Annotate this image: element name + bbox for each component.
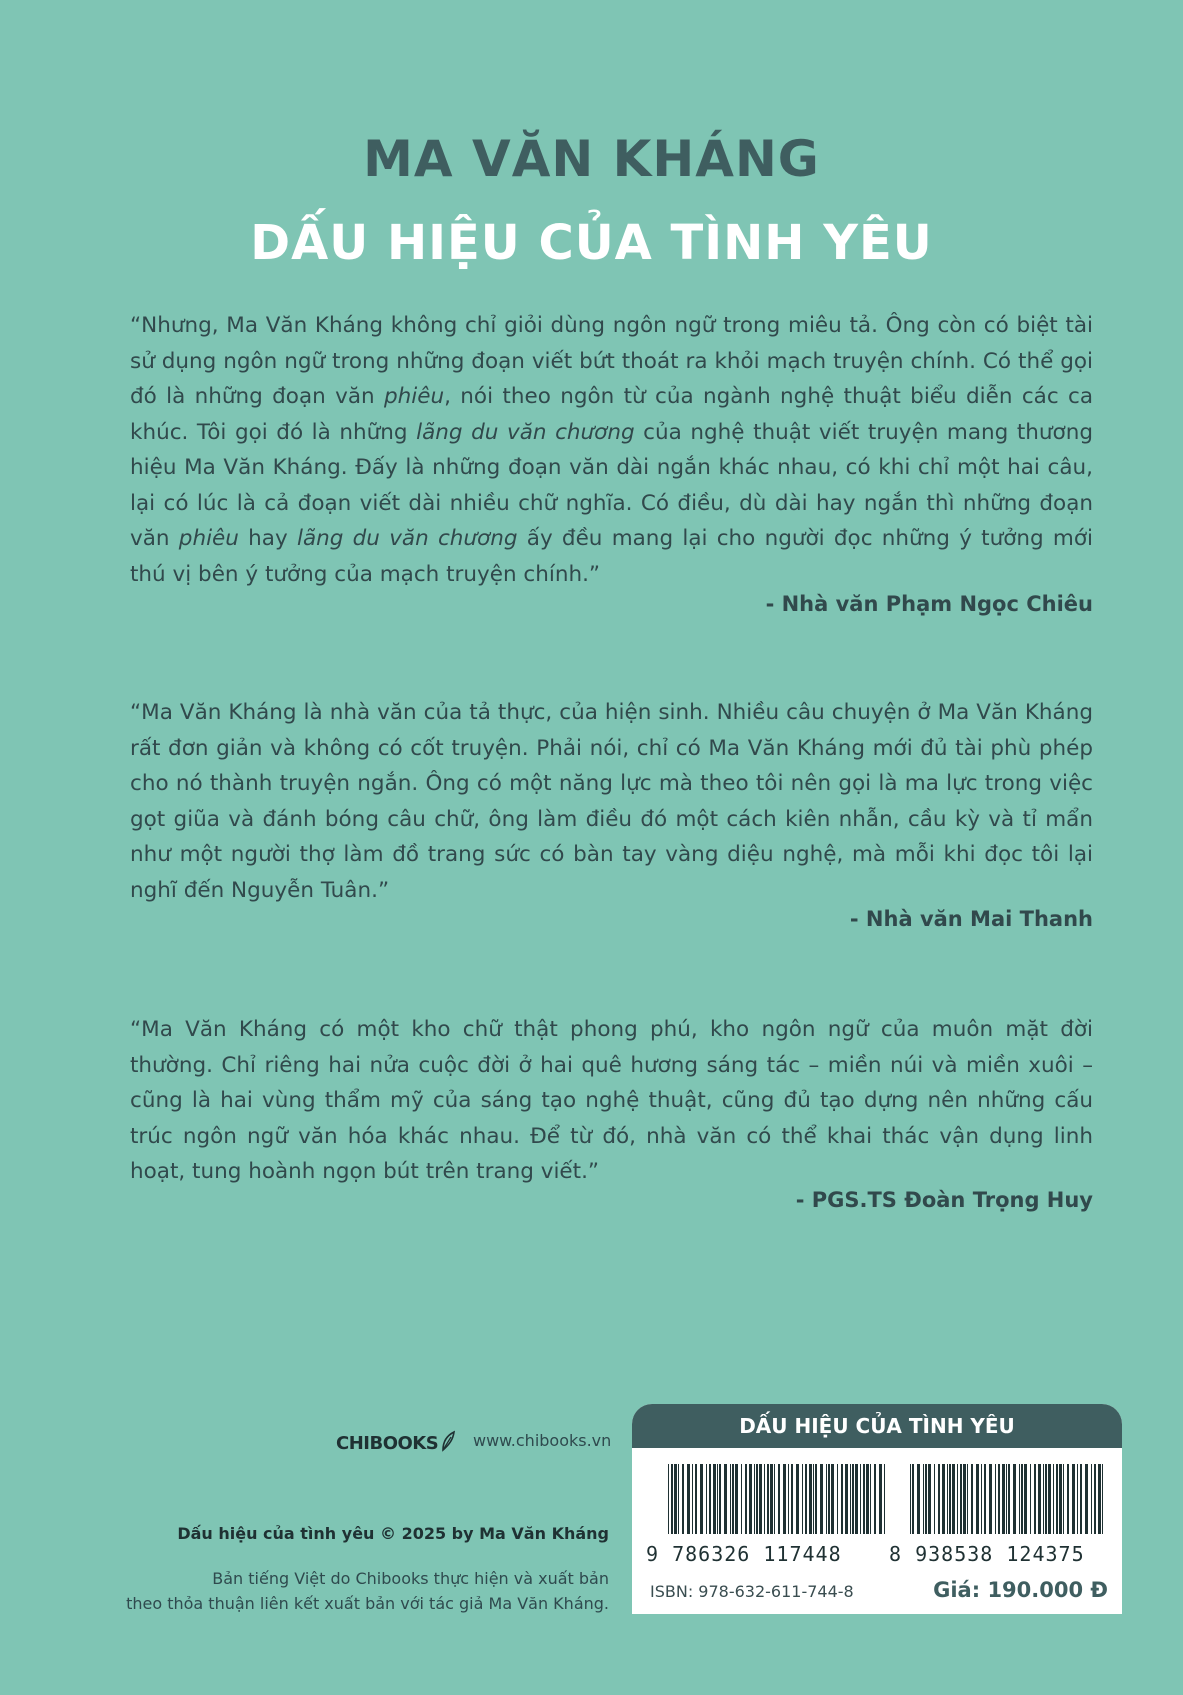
barcode-bar: [1034, 1464, 1036, 1534]
quote-text: [130, 695, 1093, 908]
copyright-line: Dấu hiệu của tình yêu © 2025 by Ma Văn Kháng: [177, 1524, 609, 1543]
barcode-bar: [788, 1464, 789, 1534]
quote-text: [130, 308, 1093, 592]
barcode-bar: [1080, 1464, 1082, 1534]
publishing-credit: [126, 1566, 609, 1616]
isbn-barcode-number: 9 786326 117448: [646, 1542, 842, 1566]
barcode-bar: [1059, 1464, 1062, 1534]
quote-segment: “Nhưng, Ma Văn Kháng không chỉ giỏi dùng ngôn ngữ trong miêu tả. Ông còn có biệt tài sử dụng ngôn ngữ trong những đoạn viết bứt thoát ra khỏi mạch truyện chính. Có thể gọi đó là những đoạn văn: [130, 313, 1093, 409]
barcode-bar: [852, 1464, 854, 1534]
barcode-bar: [706, 1464, 707, 1534]
quote-segment: , nói theo ngôn từ của ngành nghệ thuật biểu diễn các ca khúc. Tôi gọi đó là những: [130, 384, 1093, 445]
barcode-bar: [998, 1464, 1000, 1534]
barcode-bar: [1006, 1464, 1007, 1534]
barcode-bar: [917, 1464, 920, 1534]
barcode-bar: [1045, 1464, 1047, 1534]
quote-2-attribution: - Nhà văn Mai Thanh: [849, 907, 1093, 931]
barcode-bar: [879, 1464, 882, 1534]
ean-barcode: [910, 1464, 1106, 1534]
barcode-bar: [754, 1464, 755, 1534]
quote-text: [130, 1012, 1093, 1190]
barcode-bar: [770, 1464, 773, 1534]
barcode-bar: [1063, 1464, 1064, 1534]
credit-line-1: Bản tiếng Việt do Chibooks thực hiện và xuất bản: [212, 1569, 609, 1588]
barcode-bar: [981, 1464, 982, 1534]
barcode-bar: [910, 1464, 911, 1534]
barcode-bar: [828, 1464, 830, 1534]
barcode-bar: [884, 1464, 885, 1534]
leaf-icon: [440, 1430, 458, 1457]
barcode-bar: [709, 1464, 711, 1534]
barcode-bar: [925, 1464, 927, 1534]
author-name: MA VĂN KHÁNG: [363, 130, 820, 188]
barcode-bar: [717, 1464, 718, 1534]
quote-italic-term: phiêu: [178, 526, 239, 551]
book-title: DẤU HIỆU CỦA TÌNH YÊU: [250, 215, 933, 271]
barcode-bar: [1085, 1464, 1088, 1534]
barcode-bar: [957, 1464, 958, 1534]
barcode-bar: [860, 1464, 861, 1534]
barcode-bar: [1021, 1464, 1023, 1534]
ean-barcode-number: 8 938538 124375: [889, 1542, 1085, 1566]
barcode-bar: [732, 1464, 734, 1534]
quote-2: [130, 695, 1093, 908]
barcode-bar: [855, 1464, 858, 1534]
quote-segment: “Ma Văn Kháng là nhà văn của tả thực, của hiện sinh. Nhiều câu chuyện ở Ma Văn Kháng rất đơn giản và không có cốt truyện. Phải nói, chỉ có Ma Văn Kháng mới đủ tài phù phép cho nó thành truyện ngắn. Ông có một năng lực mà theo tôi nên gọi là ma lực trong việc gọt giũa và đánh bóng câu chữ, ông làm điều đó một cách kiên nhẫn, cầu kỳ và tỉ mẩn như một người thợ làm đồ trang sức có bàn tay vàng diệu nghệ, mà mỗi khi đọc tôi lại nghĩ đến Nguyễn Tuân.”: [130, 700, 1093, 903]
barcode-bar: [984, 1464, 986, 1534]
barcode-bar: [1048, 1464, 1051, 1534]
isbn-barcode-graphic: [668, 1464, 888, 1534]
quote-1-attribution: - Nhà văn Phạm Ngọc Chiêu: [765, 592, 1093, 616]
barcode-bar: [870, 1464, 871, 1534]
quote-segment: hay: [238, 526, 297, 551]
barcode-bar: [947, 1464, 948, 1534]
barcode-bar: [1030, 1464, 1031, 1534]
barcode-bar: [756, 1464, 758, 1534]
barcode-bar: [837, 1464, 838, 1534]
barcode-bar: [1102, 1464, 1103, 1534]
barcode-bar: [874, 1464, 876, 1534]
barcode-bar: [967, 1464, 968, 1534]
quote-3-attribution: - PGS.TS Đoàn Trọng Huy: [795, 1188, 1093, 1212]
barcode-bar: [809, 1464, 812, 1534]
barcode-bar: [928, 1464, 931, 1534]
barcode-bar: [774, 1464, 775, 1534]
quote-italic-term: phiêu: [384, 384, 445, 409]
barcode-bar: [741, 1464, 742, 1534]
barcode-bar: [783, 1464, 786, 1534]
barcode-bar: [678, 1464, 679, 1534]
isbn-text: ISBN: 978-632-611-744-8: [650, 1582, 854, 1601]
barcode-bar: [1067, 1464, 1069, 1534]
publisher-website[interactable]: www.chibooks.vn: [473, 1431, 612, 1450]
barcode-bar: [934, 1464, 935, 1534]
barcode-bar: [952, 1464, 955, 1534]
barcode-bar: [815, 1464, 817, 1534]
barcode-bar: [1038, 1464, 1041, 1534]
barcode-bar: [759, 1464, 762, 1534]
barcode-bar: [671, 1464, 673, 1534]
barcode-bar: [687, 1464, 690, 1534]
barcode-bar: [923, 1464, 924, 1534]
barcode-bar: [764, 1464, 765, 1534]
quote-3: [130, 1012, 1093, 1190]
barcode-bar: [989, 1464, 992, 1534]
barcode-bar: [735, 1464, 738, 1534]
barcode-bar: [682, 1464, 684, 1534]
barcode-bar: [995, 1464, 996, 1534]
quote-segment: “Ma Văn Kháng có một kho chữ thật phong phú, kho ngôn ngữ của muôn mặt đời thường. Chỉ riêng hai nửa cuộc đời ở hai quê hương sáng tác – miền núi và miền xuôi – cũng là hai vùng thẩm mỹ của sáng tạo nghệ thuật, cũng đủ tạo dựng nên những cấu trúc ngôn ngữ văn hóa khác nhau. Để từ đó, nhà văn có thể khai thác vận dụng linh hoạt, tung hoành ngọn bút trên trang viết.”: [130, 1017, 1093, 1184]
barcode-bar: [796, 1464, 799, 1534]
barcode-bar: [813, 1464, 814, 1534]
barcode-bar: [938, 1464, 940, 1534]
barcode-bar: [745, 1464, 747, 1534]
barcode-bar: [778, 1464, 780, 1534]
barcode-bar: [1056, 1464, 1058, 1534]
barcode-bar: [1098, 1464, 1101, 1534]
barcode-bar: [730, 1464, 731, 1534]
barcode-bar: [724, 1464, 727, 1534]
barcode-bar: [1072, 1464, 1075, 1534]
barcode-bar: [1091, 1464, 1092, 1534]
quote-1: [130, 308, 1093, 592]
barcode-bar: [1077, 1464, 1078, 1534]
barcode-bar: [749, 1464, 752, 1534]
barcode-bar: [692, 1464, 693, 1534]
barcode-bar: [949, 1464, 951, 1534]
barcode-bar: [1053, 1464, 1054, 1534]
barcode-bar: [668, 1464, 669, 1534]
barcode-bar: [841, 1464, 843, 1534]
barcode-bar: [1008, 1464, 1010, 1534]
credit-line-2: theo thỏa thuận liên kết xuất bản với tác giả Ma Văn Kháng.: [126, 1594, 609, 1613]
barcode-bar: [976, 1464, 979, 1534]
publisher-logo-text: CHIBOOKS: [336, 1433, 439, 1454]
barcode-bar: [863, 1464, 865, 1534]
barcode-bar: [831, 1464, 834, 1534]
barcode-bar: [912, 1464, 914, 1534]
barcode-bar: [960, 1464, 962, 1534]
barcode-bar: [1019, 1464, 1020, 1534]
barcode-bar: [1043, 1464, 1044, 1534]
barcode-bar: [674, 1464, 677, 1534]
quote-italic-term: lãng du văn chương: [296, 526, 518, 551]
quote-segment: của nghệ thuật viết truyện mang thương hiệu Ma Văn Kháng. Đấy là những đoạn văn dài ngắn khác nhau, có khi chỉ một hai câu, lại có lúc là cả đoạn viết dài nhiều chữ nghĩa. Có điều, dù dài hay ngắn thì những đoạn văn: [130, 419, 1093, 551]
barcode-bar: [820, 1464, 823, 1534]
barcode-box-title: DẤU HIỆU CỦA TÌNH YÊU: [632, 1404, 1122, 1448]
quote-italic-term: lãng du văn chương: [416, 419, 635, 445]
barcode-bar: [963, 1464, 966, 1534]
barcode-bar: [1094, 1464, 1096, 1534]
barcode-bar: [700, 1464, 703, 1534]
barcode-bar: [866, 1464, 869, 1534]
barcode-bar: [767, 1464, 769, 1534]
isbn-barcode: [668, 1464, 888, 1534]
barcode-box: [632, 1404, 1122, 1614]
barcode-bar: [1024, 1464, 1027, 1534]
barcode-bar: [845, 1464, 848, 1534]
barcode-bar: [942, 1464, 945, 1534]
barcode-bar: [850, 1464, 851, 1534]
publisher-logo: [336, 1430, 458, 1457]
ean-barcode-graphic: [910, 1464, 1106, 1534]
barcode-bar: [1002, 1464, 1005, 1534]
barcode-bar: [805, 1464, 807, 1534]
barcode-bar: [826, 1464, 827, 1534]
barcode-bar: [695, 1464, 697, 1534]
barcode-bar: [791, 1464, 793, 1534]
barcode-bar: [719, 1464, 721, 1534]
barcode-bar: [971, 1464, 973, 1534]
barcode-bar: [802, 1464, 803, 1534]
barcode-bar: [1013, 1464, 1016, 1534]
quote-segment: ấy đều mang lại cho người đọc những ý tưởng mới thú vị bên ý tưởng của mạch truyện chính.”: [130, 526, 1094, 587]
price-text: Giá: 190.000 Đ: [933, 1578, 1108, 1602]
barcode-bar: [713, 1464, 716, 1534]
